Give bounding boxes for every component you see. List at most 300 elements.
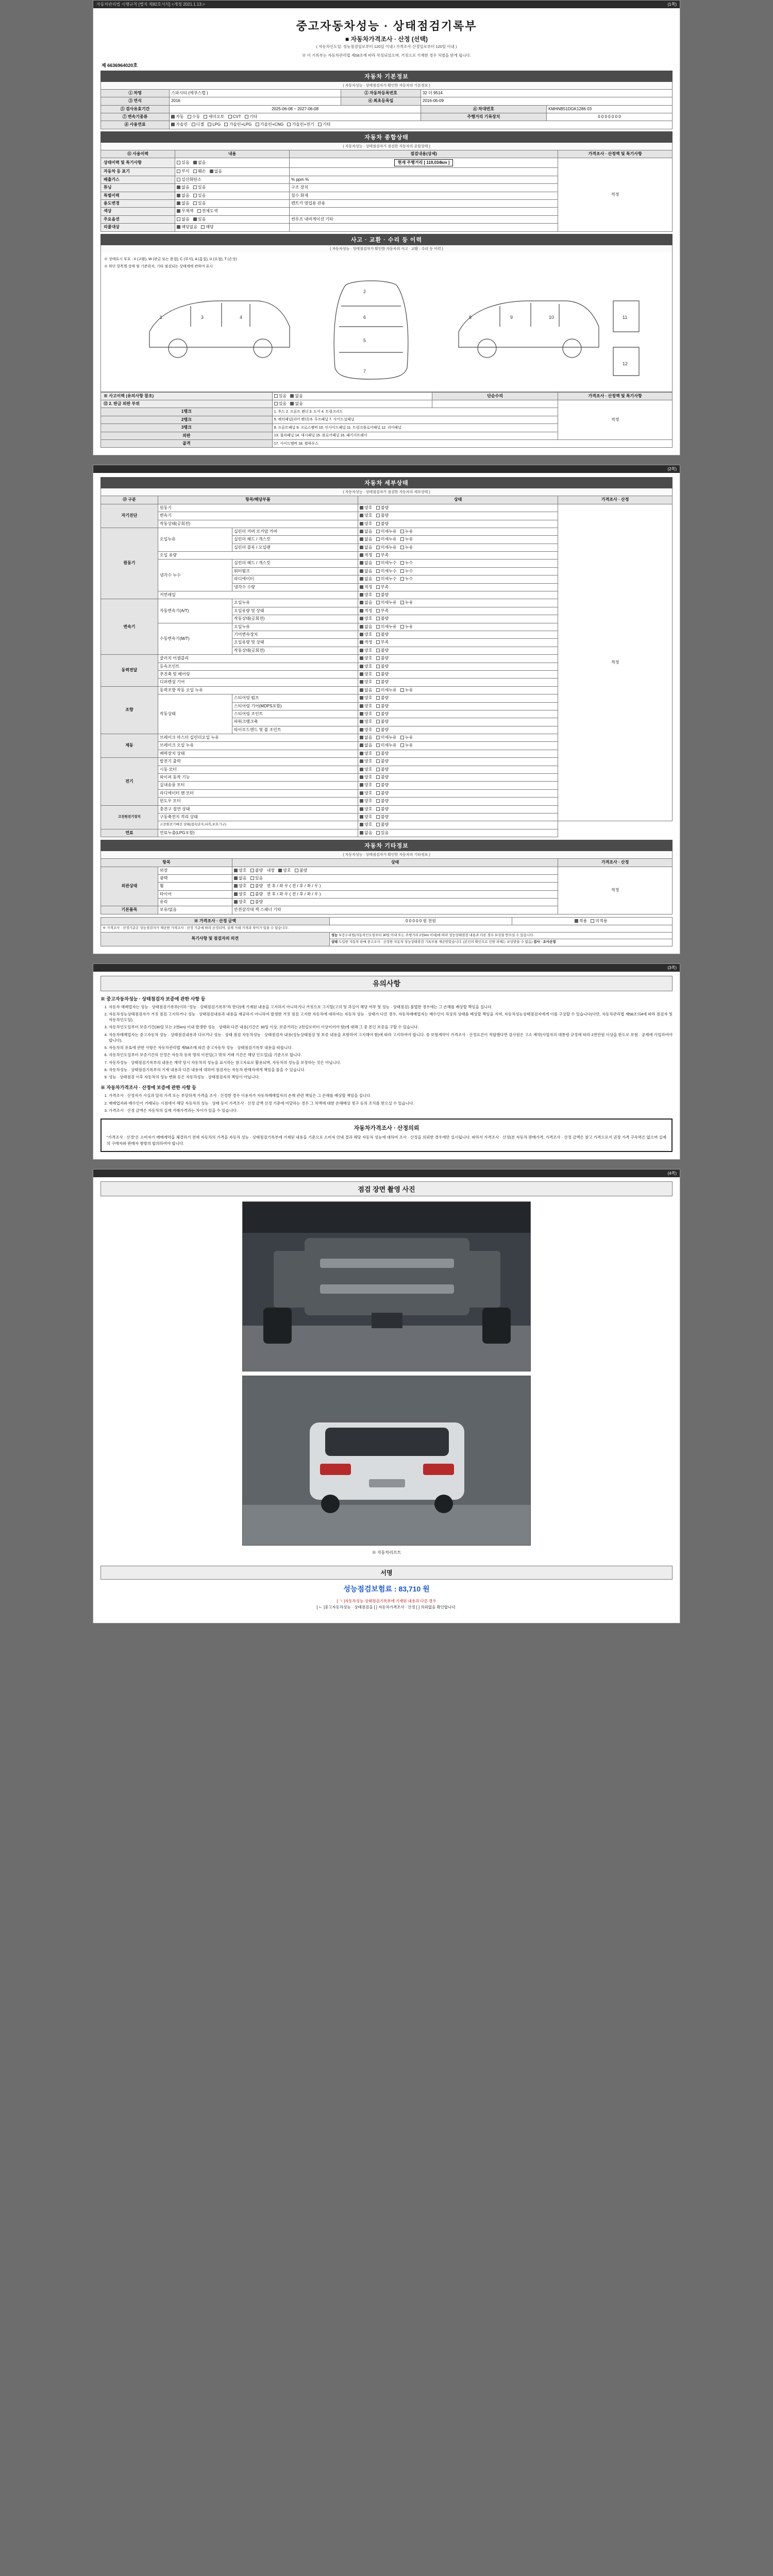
opt-bad[interactable]: 불량: [376, 822, 389, 827]
value-fuel[interactable]: [170, 121, 673, 129]
opt-bad[interactable]: 불량: [376, 767, 389, 772]
status-basic-items[interactable]: 안전삼각대 잭 스패너 기타: [232, 906, 558, 914]
status-selfdiag-idle[interactable]: [358, 520, 558, 528]
value-odo-device: 0 0 0 0 0 0 0: [546, 113, 672, 121]
opt-interior-good[interactable]: 양호: [278, 868, 291, 873]
opt-tuning-yes[interactable]: 있음: [193, 185, 206, 190]
status-coolant-radiator[interactable]: [358, 575, 558, 583]
opt-bad[interactable]: 불량: [250, 868, 263, 873]
opt-minor[interactable]: 미세누유: [376, 545, 397, 550]
col-detail: 점검내용(상세): [289, 150, 558, 158]
status-commonrail[interactable]: [358, 591, 558, 599]
opt-none[interactable]: 없음: [360, 569, 372, 574]
photo-caption: ※ 자동차리프트: [372, 1550, 401, 1555]
row-name-usechange: 용도변경: [101, 200, 175, 208]
opt-good[interactable]: 양호: [360, 592, 372, 598]
row-detail-tuning: 구조 장치: [289, 184, 558, 192]
status-mt-idle[interactable]: [358, 647, 558, 654]
etc-info-table: [100, 858, 673, 914]
price-applied[interactable]: [512, 917, 673, 925]
value-simple-repair-extra: [432, 400, 558, 408]
row-name-options: 주요옵션: [101, 215, 175, 223]
rank-items-4: 13. 필라패널 14. 대시패널 15. 플로어패널 16. 패키지트레이: [272, 432, 558, 439]
opt-bad[interactable]: 불량: [376, 783, 389, 788]
page-number-2: (2쪽): [667, 467, 677, 472]
opt-yes[interactable]: 있음: [250, 876, 263, 881]
photo-section-title: 점검 장면 촬영 사진: [100, 1181, 673, 1196]
opt-bad[interactable]: 불량: [376, 616, 389, 621]
sub-engine-rockercover: 실린더 커버 로커암 커버: [232, 528, 358, 535]
opt-none[interactable]: 없음: [360, 561, 372, 566]
opt-yes[interactable]: 있음: [376, 831, 389, 836]
status-propshaft[interactable]: [358, 670, 558, 678]
row-name-special: 특별이력: [101, 192, 175, 199]
opt-bad[interactable]: 불량: [376, 775, 389, 780]
opt-fuel-gasoline[interactable]: 가솔린: [171, 122, 188, 127]
status-coolant-waterpump[interactable]: [358, 567, 558, 575]
opt-history-yes[interactable]: 있음: [177, 160, 189, 165]
status-blower[interactable]: [358, 782, 558, 789]
opt-bad[interactable]: 불량: [376, 711, 389, 717]
opt-good[interactable]: 양호: [360, 767, 372, 772]
label-accident-price-note: 가격조사 · 산정액 및 특기사항: [558, 392, 673, 400]
page-number-1: (1쪽): [667, 2, 677, 7]
item-brake-master: 브레이크 마스터 실린더오일 누유: [158, 734, 358, 742]
opt-good[interactable]: 양호: [360, 711, 372, 717]
signature-bar[interactable]: 서명: [100, 1566, 673, 1580]
opt-transmission-etc[interactable]: 기타: [245, 114, 257, 120]
page-3-topbar: [93, 964, 680, 972]
opt-good[interactable]: 양호: [360, 719, 372, 724]
notice-list-1: [100, 1004, 673, 1080]
section-accident-bar: 사고 · 교환 · 수리 등 이력: [100, 234, 673, 245]
opt-minor[interactable]: 미세누수: [376, 561, 397, 566]
svg-text:7: 7: [363, 368, 366, 374]
opt-good[interactable]: 양호: [234, 868, 246, 873]
opt-special-yes[interactable]: 있음: [193, 193, 206, 198]
status-engine-rockercover[interactable]: [358, 528, 558, 535]
opt-good[interactable]: 양호: [360, 815, 372, 820]
status-engine-headgasket[interactable]: [358, 536, 558, 544]
rank-items-2: 5. 쿼터패널(리어 펜더) 6. 루프패널 7. 사이드실패널: [272, 416, 558, 423]
page-4: [93, 1169, 680, 1623]
opt-none[interactable]: 없음: [360, 545, 372, 550]
opt-interior-bad[interactable]: 불량: [295, 868, 307, 873]
opt-bad[interactable]: 불량: [376, 815, 389, 820]
status-glass[interactable]: [232, 899, 558, 906]
opt-transmission-manual[interactable]: 수동: [188, 114, 200, 120]
item-selfdiag-engine: 원동기: [158, 504, 358, 512]
opt-short[interactable]: 부족: [376, 585, 389, 590]
status-radiatorfan[interactable]: [358, 789, 558, 797]
opt-none[interactable]: 없음: [234, 876, 246, 881]
opt-fuel-etc[interactable]: 기타: [318, 122, 330, 127]
opt-good[interactable]: 양호: [360, 664, 372, 669]
status-battery-isolation[interactable]: [358, 813, 558, 821]
status-brake-booster[interactable]: [358, 750, 558, 757]
opt-leak[interactable]: 누유: [400, 735, 413, 740]
status-wiper[interactable]: [358, 774, 558, 782]
page-number-3: (3쪽): [667, 965, 677, 970]
opt-history-no[interactable]: 없음: [193, 160, 206, 165]
status-wheel[interactable]: [232, 883, 558, 890]
opt-minor[interactable]: 미세누수: [376, 569, 397, 574]
opt-proper[interactable]: 적정: [360, 585, 372, 590]
item-clutch: 클러치 어셈블리: [158, 655, 358, 663]
section-overall-bar: 자동차 종합상태: [100, 131, 673, 143]
section-detail-bar: 자동차 세부상태: [100, 477, 673, 488]
item-starter: 시동 모터: [158, 766, 358, 773]
status-selfdiag-engine[interactable]: [358, 504, 558, 512]
opt-good[interactable]: 양호: [360, 799, 372, 804]
opt-color-mono[interactable]: 무채색: [177, 209, 193, 214]
row-opts-marking[interactable]: [175, 168, 290, 176]
special-head-performance: 성능: [331, 933, 338, 937]
col-etc-status: 상태: [232, 859, 558, 867]
opt-proper[interactable]: 적정: [360, 553, 372, 558]
photo-underbody-front: [242, 1201, 531, 1371]
opt-usechange-none[interactable]: 없음: [177, 201, 189, 206]
opt-bad[interactable]: 불량: [250, 900, 263, 905]
row-opts-special[interactable]: [175, 192, 290, 199]
opt-minor[interactable]: 미세누유: [376, 529, 397, 534]
item-blower: 실내송풍 모터: [158, 782, 358, 789]
opt-bad[interactable]: 불량: [376, 791, 389, 796]
opt-fuel-gas-lpg[interactable]: 가솔린+LPG: [224, 122, 251, 127]
status-cvjoint[interactable]: [358, 663, 558, 670]
row-opts-tuning[interactable]: [175, 184, 290, 192]
opt-bad[interactable]: 불량: [376, 664, 389, 669]
opt-none[interactable]: 없음: [360, 529, 372, 534]
opt-none[interactable]: 없음: [360, 600, 372, 605]
status-mt-gearshift[interactable]: [358, 631, 558, 638]
opt-bad[interactable]: 불량: [376, 680, 389, 685]
item-brake-oil: 브레이크 오일 누유: [158, 742, 358, 750]
opt-short[interactable]: 부족: [376, 608, 389, 614]
opt-good[interactable]: 양호: [360, 775, 372, 780]
value-simple-repair[interactable]: [272, 400, 432, 408]
status-fuel-leak[interactable]: [358, 829, 558, 837]
opt-good[interactable]: 양호: [360, 672, 372, 677]
item-charge-insulation: 충전구 절연 상태: [158, 805, 358, 813]
notice-heading-1: ※ 중고자동차성능 · 상태점검자 보증에 관한 사항 등: [100, 996, 206, 1002]
declaration-title: 자동차가격조사 · 산정의뢰: [354, 1125, 419, 1132]
opt-short[interactable]: 부족: [376, 640, 389, 645]
opt-none[interactable]: 없음: [360, 743, 372, 748]
status-coolant-level[interactable]: [358, 583, 558, 591]
value-transmission[interactable]: [170, 113, 421, 121]
sub-engine-blockoilpan: 실린더 블록 / 오일팬: [232, 544, 358, 551]
value-first-reg: 2016-06-09: [421, 97, 673, 105]
opt-leak[interactable]: 누유: [400, 545, 413, 550]
status-at-idle[interactable]: [358, 615, 558, 623]
opt-tuning-none[interactable]: 없음: [177, 185, 189, 190]
value-accident-history[interactable]: [272, 392, 432, 400]
special-text-2: 도입한 자동차 판매 중고조사 · 산정한 자동차 성능상태점검 기록부를 제공받았습니다.: [338, 940, 462, 944]
opt-minor[interactable]: 미세누유: [376, 537, 397, 542]
opt-leak[interactable]: 누유: [400, 529, 413, 534]
group-basic-items: 기본품목: [101, 906, 158, 914]
opt-good[interactable]: 양호: [360, 521, 372, 527]
col-detail-group: ⑬ 구분: [101, 496, 158, 504]
opt-bad[interactable]: 불량: [376, 592, 389, 598]
row-detail-history: [289, 158, 558, 168]
opt-good[interactable]: 양호: [360, 759, 372, 764]
opt-leak[interactable]: 누유: [400, 537, 413, 542]
opt-minor[interactable]: 미세누유: [376, 600, 397, 605]
opt-bad[interactable]: 불량: [376, 672, 389, 677]
row-opts-history[interactable]: [175, 158, 290, 168]
col-content: 내용: [175, 150, 290, 158]
opt-transmission-cvt[interactable]: CVT: [228, 114, 241, 120]
svg-text:12: 12: [623, 361, 628, 366]
document-note-2: ※ 이 기록부는 자동차관리법 제58조에 따라 작성되었으며, 거짓으로 기재한 경우 처벌을 받게 됩니다.: [302, 53, 471, 58]
status-selfdiag-trans[interactable]: [358, 512, 558, 520]
diagram-guide-1: ※ 상태표시 부호 : X (교환), W (판금 또는 용접), C (부식), A (흠집), U (요철), T (손상): [104, 257, 237, 261]
opt-minor[interactable]: 미세누유: [376, 743, 397, 748]
row-opts-usechange[interactable]: [175, 200, 290, 208]
opt-bad[interactable]: 불량: [376, 513, 389, 518]
opt-none[interactable]: 없음: [360, 688, 372, 693]
group-selfdiag: 자기진단: [101, 504, 158, 528]
status-exterior[interactable]: [232, 867, 558, 874]
opt-simple-yes[interactable]: 있음: [274, 401, 287, 406]
value-accident-price-note: 적정: [558, 400, 673, 440]
opt-good[interactable]: 양호: [360, 616, 372, 621]
svg-text:10: 10: [549, 314, 554, 320]
opt-simple-no[interactable]: 없음: [290, 401, 303, 406]
overall-state-table: [100, 150, 673, 232]
status-hv-wiring[interactable]: [358, 821, 558, 829]
status-steer-oilleak[interactable]: [358, 686, 558, 694]
status-clutch[interactable]: [358, 655, 558, 663]
opt-bad[interactable]: 불량: [376, 648, 389, 653]
label-panel-parts: ⑫ 2. 판금 외판 부위: [101, 400, 273, 408]
opt-options-yes[interactable]: 있음: [193, 217, 206, 222]
section-detail-note: ( 자동차성능 · 상태점검자가 점검한 자동차의 세부상태 ): [100, 488, 673, 496]
row-opts-emission[interactable]: [175, 176, 290, 183]
opt-minor[interactable]: 미세누유: [376, 688, 397, 693]
opt-bad[interactable]: 불량: [376, 751, 389, 756]
status-starter[interactable]: [358, 766, 558, 773]
group-fuel: 연료: [101, 829, 158, 837]
opt-good[interactable]: 양호: [234, 900, 246, 905]
opt-good[interactable]: 양호: [360, 751, 372, 756]
status-steer-joint[interactable]: [358, 710, 558, 718]
item-diffgear: 디퍼렌셜 기어: [158, 679, 358, 686]
opt-leak[interactable]: 누유: [400, 688, 413, 693]
opt-good[interactable]: 양호: [360, 696, 372, 701]
opt-transmission-semi[interactable]: 세미오토: [204, 114, 224, 120]
status-steer-gear[interactable]: [358, 702, 558, 710]
status-brake-oil[interactable]: [358, 742, 558, 750]
status-steer-powercrank[interactable]: [358, 718, 558, 726]
opt-bad[interactable]: 불량: [376, 521, 389, 527]
status-at-oilleak[interactable]: [358, 599, 558, 607]
row-opts-color[interactable]: [175, 208, 290, 215]
opt-bad[interactable]: 불량: [376, 704, 389, 709]
notice-item: 4. 자동차매매업자는 중고자동차 성능 · 상태점검내용과 다르거나 성능 · 상태 점검 자동차성능 · 상태점검자 내용(성능상태점검 및 보증 내용을 포함하여 고지해야 함)에 따라 고지하여야 합니다. 중 보험계약이 가격조사 · 산정요건이 적합했다면 검사원은 고소 계약(사업자의 대통령 규정에 따라 2천만원 이상을 한도로 보험 · 공제에 가입하여야 합니다).: [109, 1032, 673, 1044]
opt-good[interactable]: 양호: [360, 791, 372, 796]
opt-fuel-gas-electric[interactable]: 가솔린+전기: [287, 122, 314, 127]
sub-at-oilleak: 오일누유: [232, 599, 358, 607]
opt-bad[interactable]: 불량: [376, 505, 389, 511]
status-brake-master[interactable]: [358, 734, 558, 742]
col-detail-status: 상태: [358, 496, 558, 504]
page-1-topbar: [93, 1, 680, 8]
svg-text:2: 2: [363, 289, 366, 294]
status-engine-blockoilpan[interactable]: [358, 544, 558, 551]
price-note-overall: 적정: [558, 158, 673, 232]
opt-good[interactable]: 양호: [360, 680, 372, 685]
document-number: [102, 62, 673, 69]
rank-label-5: 골격: [101, 439, 273, 447]
opt-leak[interactable]: 누수: [400, 577, 413, 582]
notice-item: 7. 자동차성능 · 상태점검기록부의 내용은 계약 당시 자동차의 성능을 표시하는 참고자료로 활용되며, 자동차의 성능을 보장하는 것은 아닙니다.: [109, 1060, 673, 1065]
notice-item: 3. 자동차인도일부터 보증기간(30일 또는 2천km) 이내 발생한 성능 · 상태와 다른 내용(기간은 30일 이상, 보증거리는 2천킬로미터 이상이어야 함)에 대해 그 중 본인 보증을 구할 수 있습니다.: [109, 1024, 673, 1030]
col-price-note: 가격조사 · 산정액 및 특기사항: [558, 150, 673, 158]
item-alternator: 발전기 출력: [158, 758, 358, 766]
item-propshaft: 추진축 및 베어링: [158, 670, 358, 678]
status-engine-oilqty[interactable]: [358, 552, 558, 560]
row-opts-recall[interactable]: [175, 224, 290, 231]
opt-none[interactable]: 없음: [360, 537, 372, 542]
opt-minor[interactable]: 미세누유: [376, 735, 397, 740]
status-steer-tierod[interactable]: [358, 726, 558, 734]
opt-bad[interactable]: 불량: [250, 884, 263, 889]
opt-good[interactable]: 양호: [360, 632, 372, 637]
opt-minor[interactable]: 미세누수: [376, 577, 397, 582]
opt-proper[interactable]: 적정: [360, 608, 372, 614]
photo-rear-svg: [243, 1376, 531, 1546]
status-at-oilqty[interactable]: [358, 607, 558, 615]
opt-bad[interactable]: 불량: [376, 696, 389, 701]
opt-none[interactable]: 없음: [360, 577, 372, 582]
page-number-4: (4쪽): [667, 1171, 677, 1176]
group-steering: 조향: [101, 686, 158, 734]
opt-price-applied[interactable]: 적용: [575, 919, 587, 924]
opt-options-none[interactable]: 없음: [177, 217, 189, 222]
opt-bad[interactable]: 불량: [250, 892, 263, 897]
rank-label-3: 3랭크: [101, 424, 273, 432]
opt-good[interactable]: 양호: [234, 884, 246, 889]
opt-good[interactable]: 양호: [234, 892, 246, 897]
label-transmission: ⑦ 변속기종류: [101, 113, 170, 121]
sub-mt-gearshift: 기어변속장치: [232, 631, 358, 638]
opt-good[interactable]: 양호: [360, 648, 372, 653]
opt-good[interactable]: 양호: [360, 807, 372, 812]
form-legal-ref: 자동차관리법 시행규칙 [별지 제82호서식] <개정 2021.1.13.>: [96, 2, 205, 7]
rank-items-1: 1. 후드 2. 프론트 펜더 3. 도어 4. 트렁크리드: [272, 408, 558, 416]
opt-bad[interactable]: 불량: [376, 656, 389, 661]
opt-recall-yes[interactable]: 해당: [201, 225, 213, 230]
opt-accident-yes[interactable]: 있음: [274, 394, 287, 399]
opt-good[interactable]: 양호: [360, 783, 372, 788]
opt-good[interactable]: 양호: [360, 505, 372, 511]
opt-good[interactable]: 양호: [360, 727, 372, 733]
opt-special-none[interactable]: 없음: [177, 193, 189, 198]
svg-text:3: 3: [201, 314, 204, 320]
opt-good[interactable]: 양호: [360, 656, 372, 661]
row-detail-color: [289, 208, 558, 215]
status-mt-oilleak[interactable]: [358, 623, 558, 631]
opt-bad[interactable]: 불량: [376, 727, 389, 733]
opt-bad[interactable]: 불량: [376, 807, 389, 812]
opt-marking-damage[interactable]: 훼손: [193, 169, 206, 174]
opt-fuel-gas-cng[interactable]: 가솔린+CNG: [256, 122, 284, 127]
car-damage-diagram: [104, 270, 669, 388]
opt-marking-corrode[interactable]: 부식: [177, 169, 189, 174]
row-opts-options[interactable]: [175, 215, 290, 223]
opt-bad[interactable]: 불량: [376, 719, 389, 724]
sub-steer-pump: 스티어링 펌프: [232, 694, 358, 702]
opt-short[interactable]: 부족: [376, 553, 389, 558]
sub-mt-oilqty: 오일유량 및 상태: [232, 639, 358, 647]
opt-price-not-applied[interactable]: 미적용: [591, 919, 607, 924]
opt-transmission-auto[interactable]: 자동: [171, 114, 183, 120]
opt-marking-none[interactable]: 없음: [210, 169, 222, 174]
opt-fuel-diesel[interactable]: 디젤: [192, 122, 204, 127]
status-steer-pump[interactable]: [358, 694, 558, 702]
svg-text:11: 11: [623, 314, 628, 320]
opt-leak[interactable]: 누유: [400, 600, 413, 605]
group-engine: 원동기: [101, 528, 158, 599]
mileage-highlight: 현재 주행거리 [ 119,034km ]: [394, 159, 453, 166]
opt-leak[interactable]: 누수: [400, 569, 413, 574]
opt-good[interactable]: 양호: [360, 822, 372, 827]
svg-text:1: 1: [160, 314, 163, 320]
col-etc-price: 가격조사 · 산정: [558, 859, 673, 867]
opt-none[interactable]: 없음: [360, 624, 372, 630]
status-windowmotor[interactable]: [358, 798, 558, 805]
status-alternator[interactable]: [358, 758, 558, 766]
opt-none[interactable]: 없음: [360, 735, 372, 740]
label-odo-device: 주행거리 기록장치: [421, 113, 547, 121]
opt-bad[interactable]: 불량: [376, 632, 389, 637]
status-mt-oilqty[interactable]: [358, 639, 558, 647]
row-name-marking: 자동차 등 표기: [101, 168, 175, 176]
status-tire[interactable]: [232, 890, 558, 898]
special-head-state: 상태: [331, 940, 338, 944]
opt-good[interactable]: 양호: [360, 704, 372, 709]
opt-bad[interactable]: 불량: [376, 759, 389, 764]
opt-bad[interactable]: 불량: [376, 799, 389, 804]
sub-coolant-level: 냉각수 수량: [232, 583, 358, 591]
opt-fuel-lpg[interactable]: LPG: [208, 122, 221, 127]
row-name-recall: 리콜대상: [101, 224, 175, 231]
opt-leak[interactable]: 누수: [400, 561, 413, 566]
declaration-box: [100, 1118, 673, 1152]
status-polish[interactable]: [232, 874, 558, 882]
opt-minor[interactable]: 미세누유: [376, 624, 397, 630]
opt-proper[interactable]: 적정: [360, 640, 372, 645]
page-4-topbar: [93, 1170, 680, 1177]
opt-color-full[interactable]: 전체도색: [197, 209, 218, 214]
opt-accident-no[interactable]: 없음: [290, 394, 303, 399]
sub-steer-joint: 스티어링 조인트: [232, 710, 358, 718]
status-charge-insulation[interactable]: [358, 805, 558, 813]
status-coolant-headgasket[interactable]: [358, 560, 558, 567]
opt-none[interactable]: 없음: [360, 831, 372, 836]
opt-usechange-yes[interactable]: 있음: [193, 201, 206, 206]
opt-emission-co[interactable]: 일산화탄소: [177, 177, 201, 182]
opt-leak[interactable]: 누유: [400, 743, 413, 748]
photo-underbody-svg: [243, 1202, 531, 1371]
opt-leak[interactable]: 누유: [400, 624, 413, 630]
opt-good[interactable]: 양호: [360, 513, 372, 518]
status-diffgear[interactable]: [358, 679, 558, 686]
opt-recall-na[interactable]: 해당없음: [177, 225, 197, 230]
